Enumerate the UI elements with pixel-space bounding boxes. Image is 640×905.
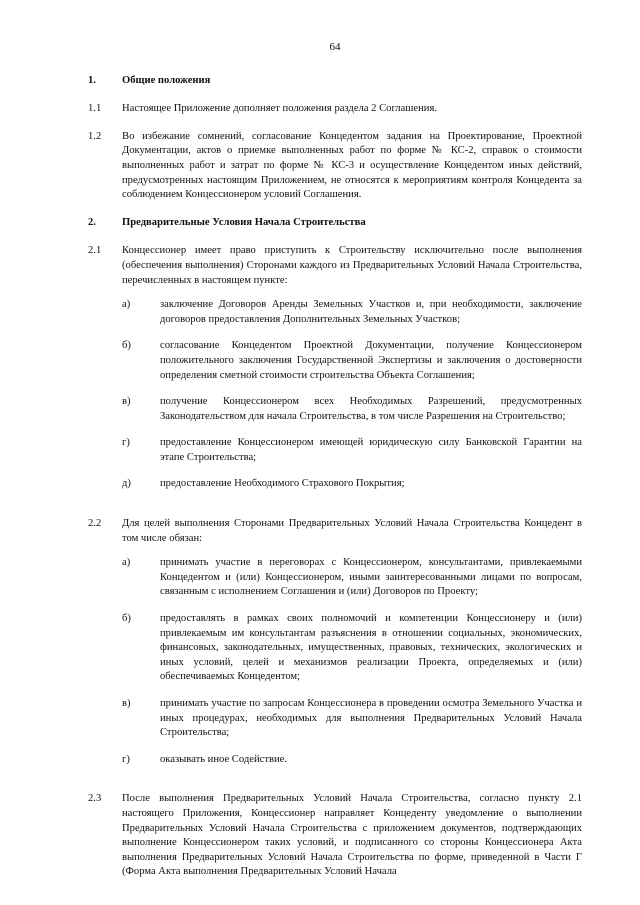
sub-item-letter: а)	[122, 299, 131, 311]
page-number: 64	[329, 41, 341, 53]
section-number: 2.	[88, 216, 96, 228]
sub-item-text: получение Концессионером всех Необходимых Разрешений, предусмотренных Законодательством для начала Строительства, в том числе Разрешения на Строительство;	[160, 396, 582, 422]
clause-text: Концессионер имеет право приступить к Строительству исключительно после выполнения (обеспечения выполнения) Сторонами каждого из Предварительных Условий Начала Строительства, перечисленных в настоящем пункте:	[122, 245, 582, 286]
sub-item-text: принимать участие в переговорах с Концессионером, консультантами, привлекаемыми Концедентом и (или) Концессионером, иными заинтересованными лицами по вопросам, связанным с исполнением Соглашения и (или) Договоров по Проекту;	[160, 557, 582, 598]
sub-item-letter: в)	[122, 396, 131, 408]
clause-text: После выполнения Предварительных Условий Начала Строительства, согласно пункту 2.1 настоящего Приложения, Концессионер направляет Концеденту уведомление о выполнении Предварительных Условий Начала Строительства с приложением документов, подтверждающих выполнение Концессионером таких условий, и подписанного со стороны Концессионера Акта выполнения Предварительных Условий Начала Строительства по форме, приведенной в Части Г (Форма Акта выполнения Предварительных Условий Начала	[122, 793, 582, 878]
sub-item-letter: б)	[122, 613, 131, 625]
sub-item	[122, 298, 582, 327]
clause-number: 1.2	[88, 130, 102, 142]
clause-text: Во избежание сомнений, согласование Концедентом задания на Проектирование, Проектной Документации, актов о приемке выполненных работ по форме № КС-2, справок о стоимости выполненных работ и затрат по форме № КС-3 и осуществление Концедентом иных действий, предусмотренных настоящим Приложением, не относятся к мероприятиям контроля Концедента за соблюдением Концессионером условий Соглашения.	[122, 130, 582, 201]
sub-item-text: предоставление Концессионером имеющей юридическую силу Банковской Гарантии на этапе Строительства;	[160, 437, 582, 463]
clause-2-1	[88, 244, 582, 504]
clause-text: Для целей выполнения Сторонами Предварительных Условий Начала Строительства Концедент в том числе обязан:	[122, 518, 582, 544]
sub-item-list	[122, 556, 582, 767]
section-title: Предварительные Условия Начала Строительства	[122, 216, 366, 228]
sub-item	[122, 395, 582, 424]
sub-item	[122, 697, 582, 741]
clause-number: 2.2	[88, 518, 102, 530]
sub-item-letter: д)	[122, 478, 131, 490]
sub-item	[122, 436, 582, 465]
section-heading-1	[88, 74, 582, 89]
section-number: 1.	[88, 74, 96, 86]
clause-number: 2.1	[88, 245, 102, 257]
sub-item-letter: б)	[122, 340, 131, 352]
clause-text: Настоящее Приложение дополняет положения раздела 2 Соглашения.	[122, 103, 437, 115]
clause-1-2	[88, 130, 582, 203]
clause-1-1	[88, 102, 582, 117]
sub-item-letter: г)	[122, 437, 130, 449]
clause-2-2	[88, 517, 582, 779]
section-heading-2	[88, 216, 582, 231]
sub-item-text: согласование Концедентом Проектной Документации, получение Концессионером положительного заключения Государственной Экспертизы и заключения о достоверности определения сметной стоимости строительства Объекта Соглашения;	[160, 340, 582, 381]
sub-item-text: предоставление Необходимого Страхового Покрытия;	[160, 478, 405, 490]
sub-item-letter: в)	[122, 698, 131, 709]
sub-item	[122, 477, 582, 492]
sub-item	[122, 556, 582, 600]
sub-item-text: заключение Договоров Аренды Земельных Участков и, при необходимости, заключение договоров предоставления Дополнительных Земельных Участков;	[160, 299, 582, 325]
sub-item-text: оказывать иное Содействие.	[160, 753, 287, 765]
clause-number: 2.3	[88, 793, 102, 805]
section-title: Общие положения	[122, 74, 211, 86]
sub-item	[122, 753, 582, 768]
clause-2-3	[88, 792, 582, 880]
sub-item-text: принимать участие по запросам Концессионера в проведении осмотра Земельного Участка и иных процедурах, необходимых для выполнения Предварительных Условий Начала Строительства;	[160, 698, 582, 739]
sub-item-text: предоставлять в рамках своих полномочий и компетенции Концессионеру и (или) привлекаемым им консультантам разъяснения в отношении социальных, экономических, финансовых, законодательных, имущественных, правовых, технических, экологических и иных условий, целей и механизмов реализации Проекта, определяемых и (или) обеспечиваемых Концедентом;	[160, 613, 582, 683]
sub-item-list	[122, 298, 582, 492]
sub-item	[122, 339, 582, 383]
sub-item-letter: г)	[122, 753, 130, 765]
clause-number: 1.1	[88, 103, 102, 115]
sub-item	[122, 612, 582, 685]
sub-item-letter: а)	[122, 557, 131, 569]
